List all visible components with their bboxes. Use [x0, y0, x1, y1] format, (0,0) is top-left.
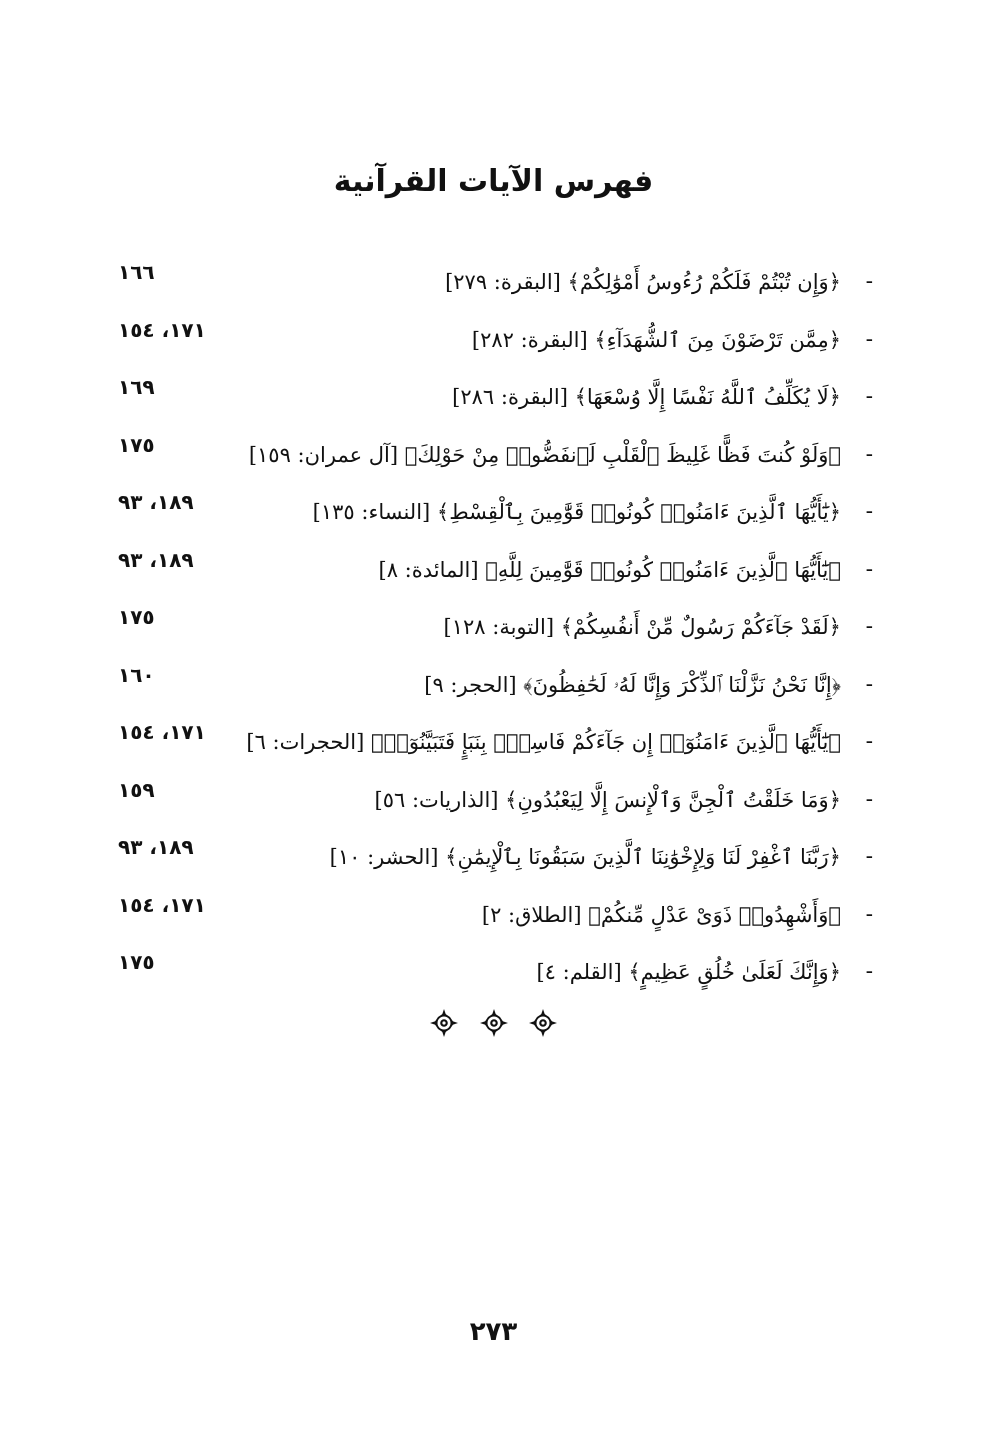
entry-bullet: -	[865, 786, 873, 812]
page-reference: ١٨٩، ٩٣	[118, 835, 194, 859]
verse-text: ﴿وَمَا خَلَقْتُ ٱلْجِنَّ وَٱلْإِنسَ إِلَّا لِيَعْبُدُونِ﴾ [الذاريات: ٥٦]	[374, 787, 841, 812]
verse-text: ﴿وَإِنَّكَ لَعَلَىٰ خُلُقٍ عَظِيمٍ﴾ [القلم: ٤]	[536, 960, 841, 984]
list-item	[118, 431, 873, 489]
entry-bullet: -	[865, 441, 873, 467]
entry-bullet: -	[865, 556, 873, 582]
verse-text: ﴿إِنَّا نَحْنُ نَزَّلْنَا ٱلذِّكْرَ وَإِنَّا لَهُۥ لَحَٰفِظُونَ﴾ [الحجر: ٩]	[424, 672, 841, 697]
verse-text: ﴿مِمَّن تَرْضَوْنَ مِنَ ٱلشُّهَدَآءِ﴾ [البقرة: ٢٨٢]	[471, 327, 841, 352]
page-reference: ١٦٦	[118, 260, 155, 284]
page-reference: ١٧١، ١٥٤	[118, 892, 206, 917]
entry-bullet: -	[865, 384, 873, 409]
verse-index-list	[118, 258, 873, 1006]
entry-bullet: -	[865, 614, 873, 639]
page-reference: ١٧١، ١٥٤	[118, 317, 206, 342]
list-item	[118, 948, 873, 1006]
list-item	[118, 488, 873, 546]
page-reference: ١٧٥	[118, 950, 155, 974]
list-item	[118, 316, 873, 374]
verse-text: ﴿يَٰٓأَيُّهَا ٱلَّذِينَ ءَامَنُوا۟ كُونُوا۟ قَوَّٰمِينَ بِٱلْقِسْطِ﴾ [النساء: ١٣٥]	[312, 500, 841, 524]
list-item	[118, 891, 873, 949]
list-item	[118, 661, 873, 719]
entry-bullet: -	[865, 959, 873, 984]
page-reference: ١٨٩، ٩٣	[118, 547, 194, 572]
list-item	[118, 373, 873, 431]
list-item	[118, 546, 873, 604]
section-end-ornaments	[0, 1008, 987, 1038]
entry-bullet: -	[865, 671, 873, 697]
page-reference: ١٥٩	[118, 777, 155, 802]
verse-text: ﴿رَبَّنَا ٱغْفِرْ لَنَا وَلِإِخْوَٰنِنَا ٱلَّذِينَ سَبَقُونَا بِٱلْإِيمَٰنِ﴾ [الحشر: ١٠]	[329, 845, 841, 869]
entry-bullet: -	[865, 326, 873, 352]
list-item	[118, 258, 873, 316]
entry-bullet: -	[865, 499, 873, 524]
page-reference: ١٦٠	[118, 662, 155, 687]
verse-text: ﴿يَٰٓأَيُّهَا ٱلَّذِينَ ءَامَنُوٓا۟ إِن جَآءَكُمْ فَاسِقٌۢ بِنَبَإٍ فَتَبَيَّنُوٓا۟﴾ [الحجرات: ٦]	[246, 730, 841, 754]
star-ornament-icon	[479, 1008, 509, 1038]
verse-text: ﴿لَقَدْ جَآءَكُمْ رَسُولٌ مِّنْ أَنفُسِكُمْ﴾ [التوبة: ١٢٨]	[443, 615, 841, 639]
entry-bullet: -	[865, 844, 873, 869]
entry-bullet: -	[865, 729, 873, 754]
page-title: فهرس الآيات القرآنية	[333, 164, 654, 199]
verse-text: ﴿وَإِن تُبْتُمْ فَلَكُمْ رُءُوسُ أَمْوَٰلِكُمْ﴾ [البقرة: ٢٧٩]	[445, 270, 841, 294]
list-item	[118, 776, 873, 834]
entry-bullet: -	[865, 901, 873, 927]
star-ornament-icon	[429, 1008, 459, 1038]
page-reference: ١٦٩	[118, 375, 155, 399]
verse-text: ﴿لَا يُكَلِّفُ ٱللَّهُ نَفْسًا إِلَّا وُسْعَهَا﴾ [البقرة: ٢٨٦]	[452, 385, 841, 409]
verse-text: ﴿يَٰٓأَيُّهَا ٱلَّذِينَ ءَامَنُوا۟ كُونُوا۟ قَوَّٰمِينَ لِلَّهِ﴾ [المائدة: ٨]	[378, 557, 841, 582]
page-reference: ١٧٥	[118, 605, 155, 629]
page-number: ٢٧٣	[469, 1317, 518, 1347]
page-reference: ١٧٥	[118, 432, 155, 457]
verse-text: ﴿وَأَشْهِدُوا۟ ذَوَىْ عَدْلٍ مِّنكُمْ﴾ [الطلاق: ٢]	[481, 902, 841, 927]
list-item	[118, 833, 873, 891]
entry-bullet: -	[865, 269, 873, 294]
star-ornament-icon	[528, 1008, 558, 1038]
page-reference: ١٧١، ١٥٤	[118, 720, 206, 744]
verse-text: ﴿وَلَوْ كُنتَ فَظًّا غَلِيظَ ٱلْقَلْبِ لَٱنفَضُّوا۟ مِنْ حَوْلِكَ﴾ [آل عمران: ١٥٩]	[248, 442, 841, 467]
list-item	[118, 718, 873, 776]
page-reference: ١٨٩، ٩٣	[118, 490, 194, 514]
list-item	[118, 603, 873, 661]
